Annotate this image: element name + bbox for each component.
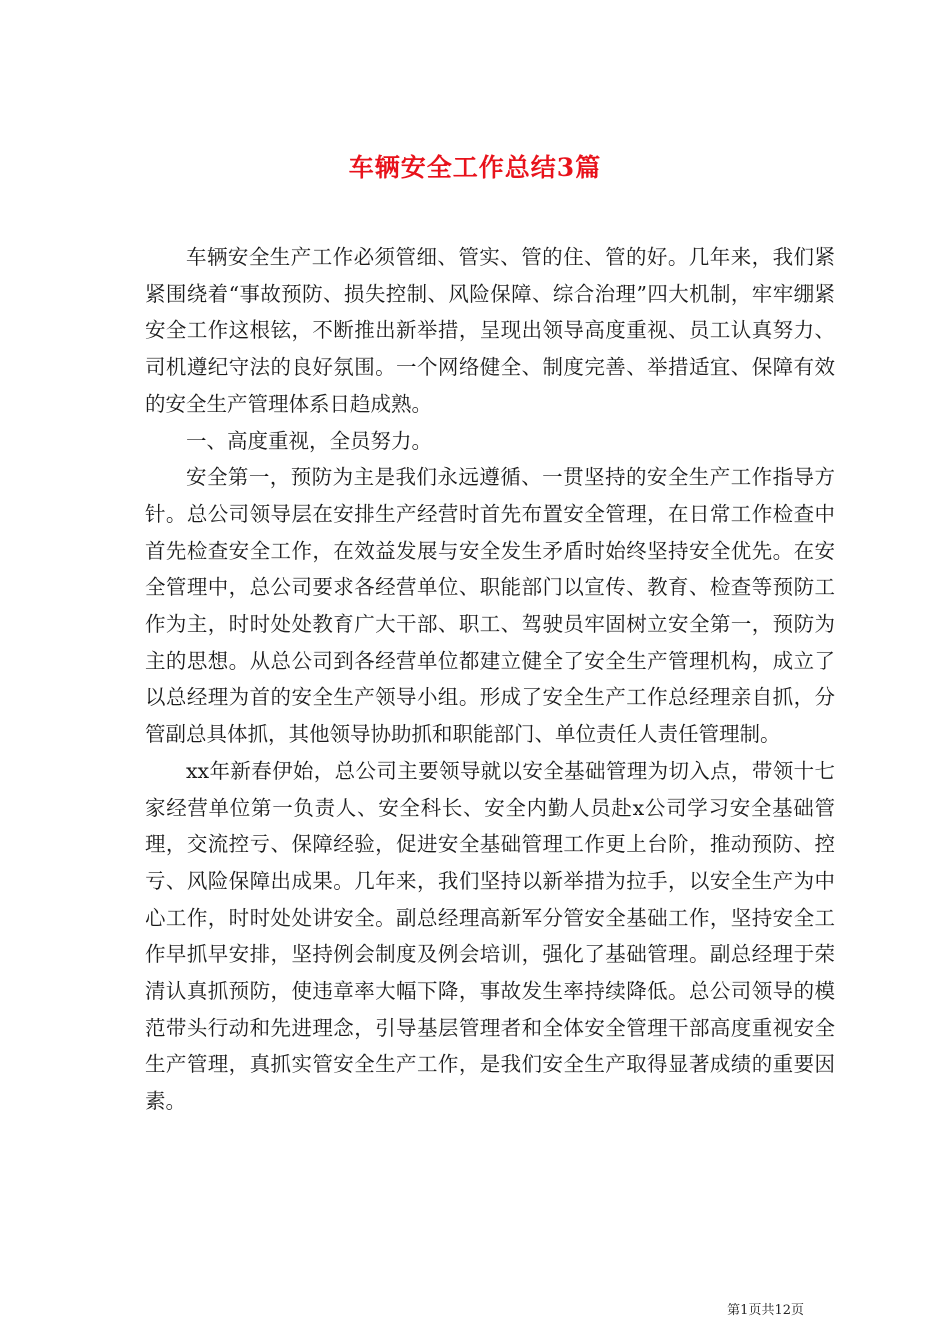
document-title: 车辆安全工作总结3篇	[348, 152, 602, 182]
paragraph-new-year: xx年新春伊始，总公司主要领导就以安全基础管理为切入点，带领十七家经营单位第一负责人、安全科长、安全内勤人员赴x公司学习安全基础管理，交流控亏、保障经验，促进安全基础管理工作更上台阶，推动预防、控亏、风险保障出成果。几年来，我们坚持以新举措为拉手，以安全生产为中心工作，时时处处讲安全。副总经理高新军分管安全基础工作，坚持安全工作早抓早安排，坚持例会制度及例会培训，强化了基础管理。副总经理于荣清认真抓预防，使违章率大幅下降，事故发生率持续降低。总公司领导的模范带头行动和先进理念，引导基层管理者和全体安全管理干部高度重视安全生产管理，真抓实管安全生产工作，是我们安全生产取得显著成绩的重要因素。	[145, 758, 835, 1114]
section-heading: 一、高度重视，全员努力。	[186, 428, 432, 453]
paragraph-intro: 车辆安全生产工作必须管细、管实、管的住、管的好。几年来，我们紧紧围绕着“事故预防、损失控制、风险保障、综合治理”四大机制，牢牢绷紧安全工作这根铉，不断推出新举措，呈现出领导高度重视、员工认真努力、司机遵纪守法的良好氛围。一个网络健全、制度完善、举措适宜、保障有效的安全生产管理体系日趋成熟。	[145, 245, 835, 416]
paragraph-safety-first: 安全第一，预防为主是我们永远遵循、一贯坚持的安全生产工作指导方针。总公司领导层在安排生产经营时首先布置安全管理，在日常工作检查中首先检查安全工作，在效益发展与安全发生矛盾时始终坚持安全优先。在安全管理中，总公司要求各经营单位、职能部门以宣传、教育、检查等预防工作为主，时时处处教育广大干部、职工、驾驶员牢固树立安全第一，预防为主的思想。从总公司到各经营单位都建立健全了安全生产管理机构，成立了以总经理为首的安全生产领导小组。形成了安全生产工作总经理亲自抓，分管副总具体抓，其他领导协助抓和职能部门、单位责任人责任管理制。	[145, 465, 835, 747]
document-body	[145, 239, 835, 1120]
page-number: 第1页共12页	[727, 1303, 804, 1318]
